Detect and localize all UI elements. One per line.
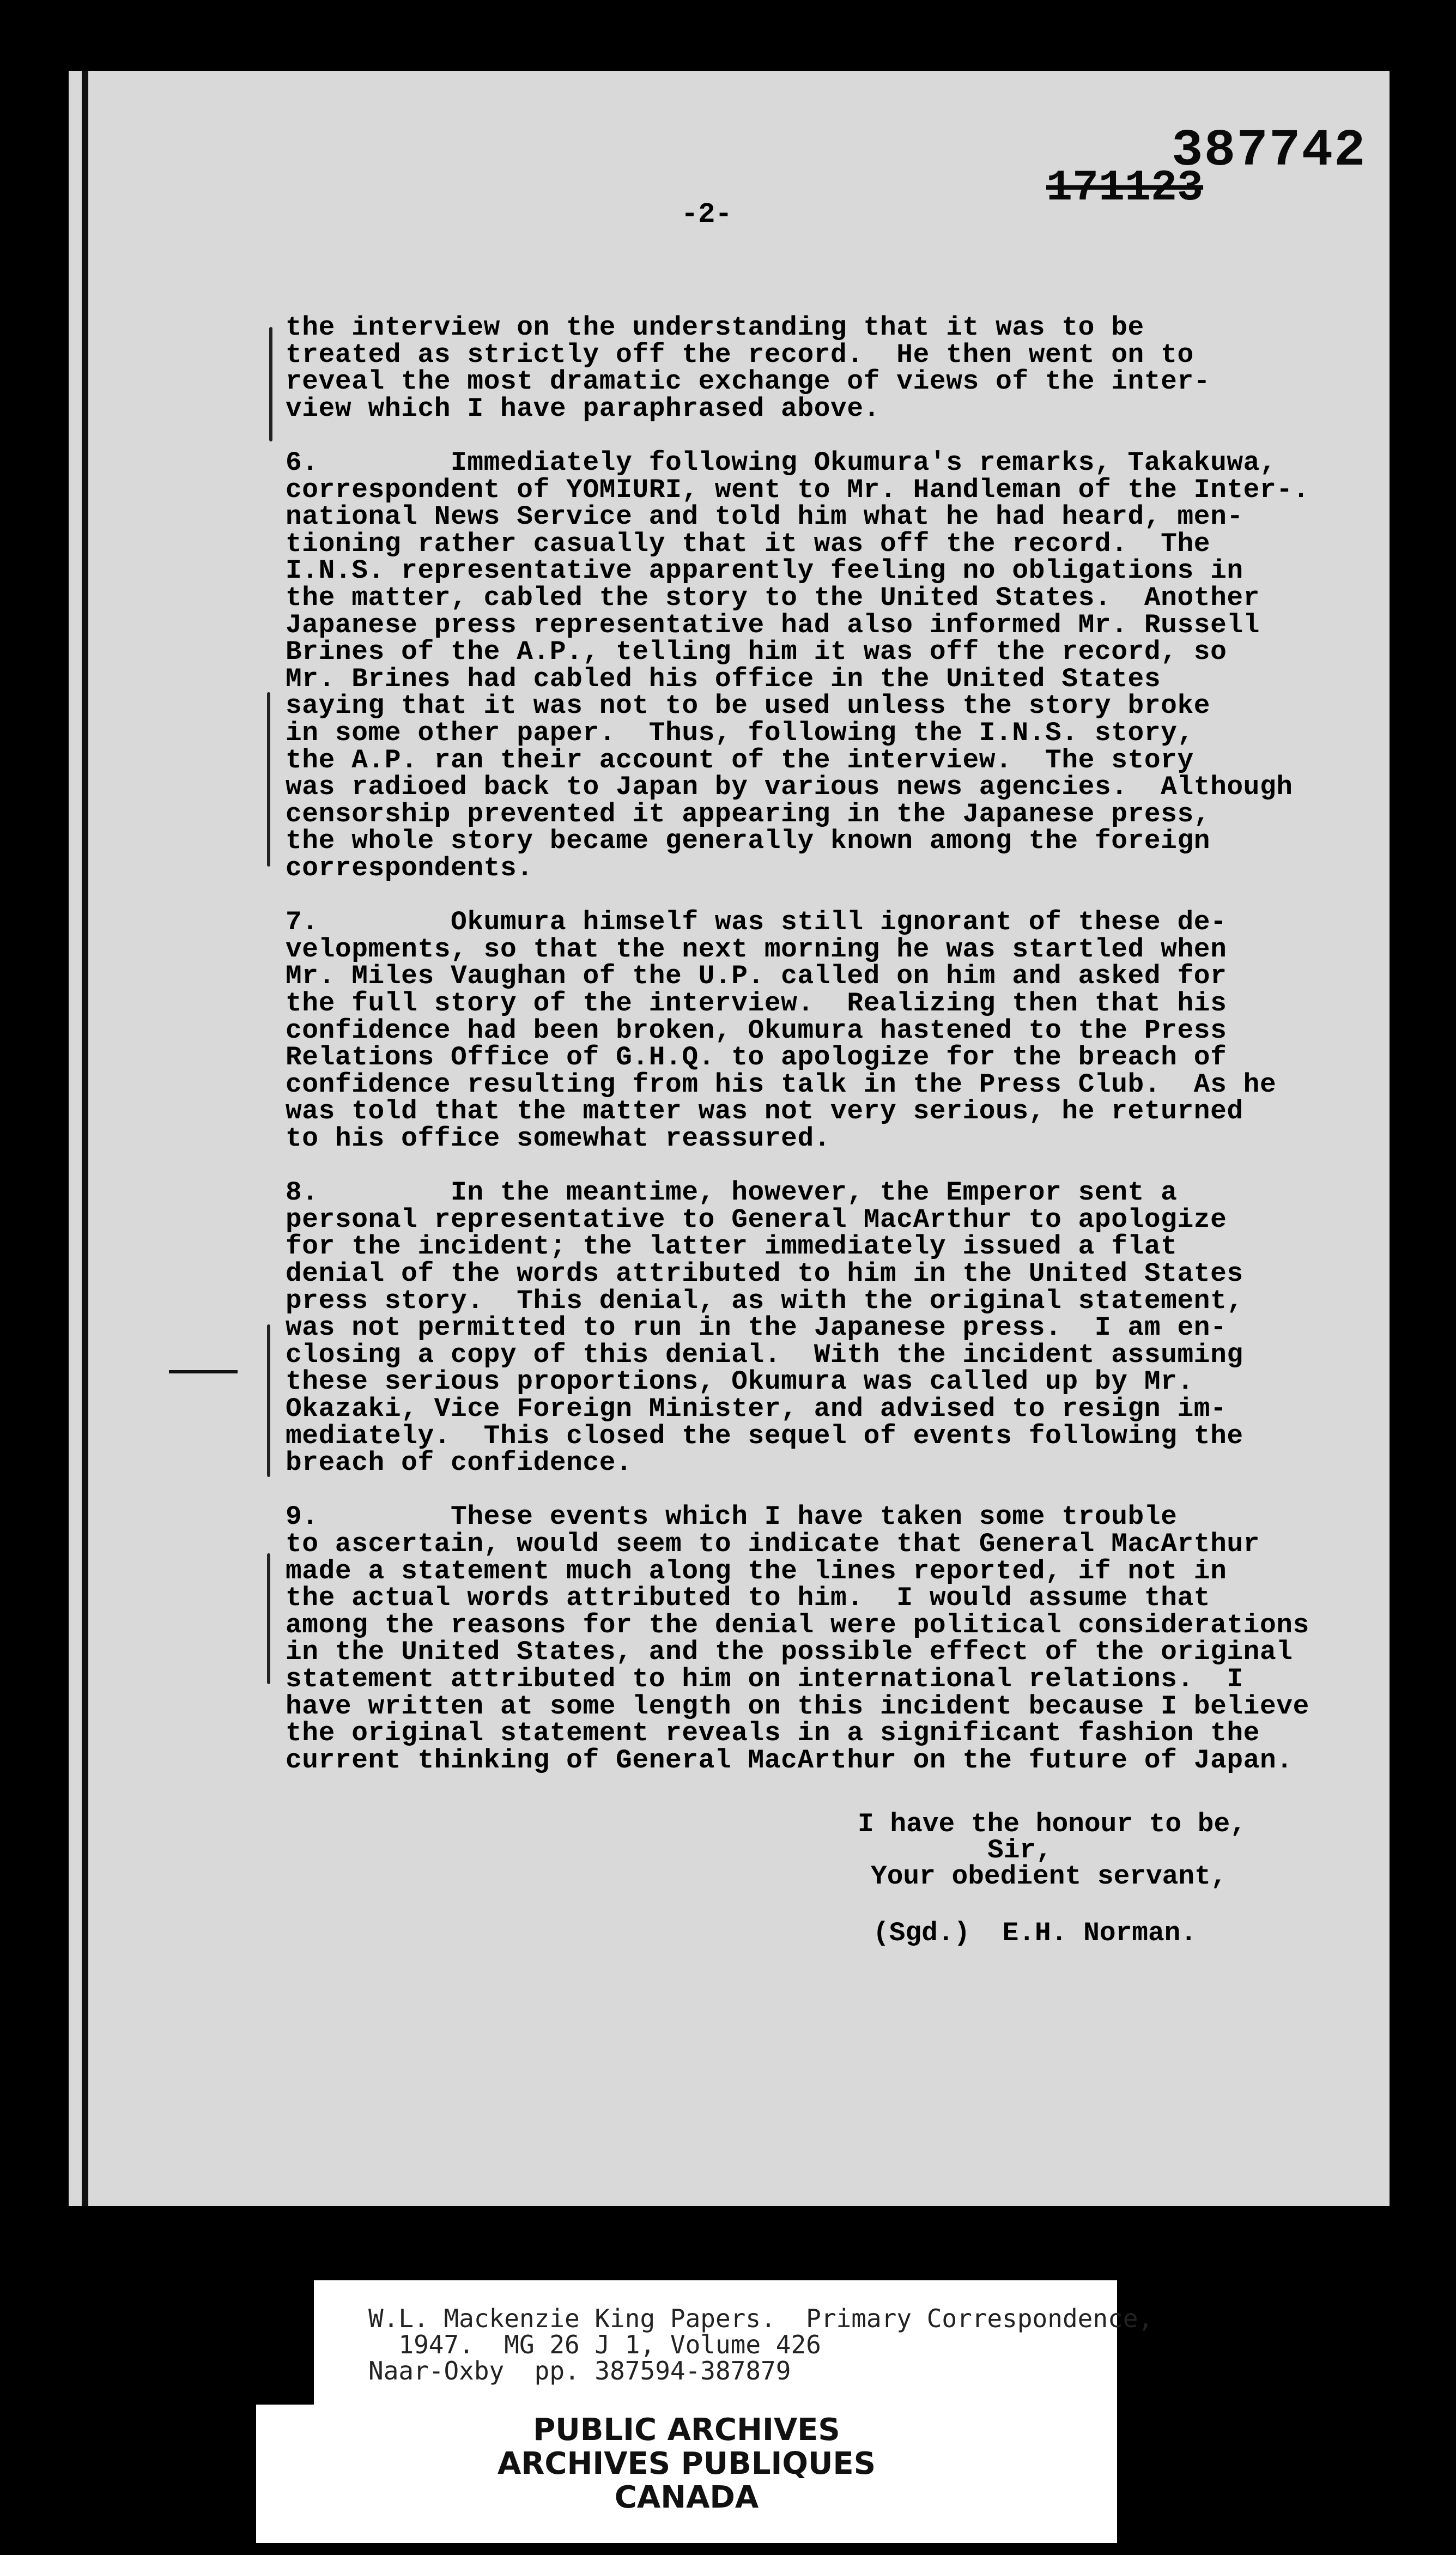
archive-label-line-1: W.L. Mackenzie King Papers. Primary Correspondence, <box>368 2304 1154 2333</box>
body-line: to his office somewhat reassured. <box>286 1123 831 1154</box>
body-line: the actual words attributed to him. I would assume that <box>286 1583 1211 1614</box>
public-archives-stamp <box>256 2405 1117 2543</box>
body-line: correspondents. <box>286 853 533 883</box>
body-line: Okazaki, Vice Foreign Minister, and advised to resign im- <box>286 1394 1227 1424</box>
body-line: statement attributed to him on international relations. I <box>286 1664 1243 1694</box>
page-number: -2- <box>681 198 732 231</box>
margin-dash-mark <box>169 1370 238 1373</box>
body-line: press story. This denial, as with the original statement, <box>286 1285 1243 1316</box>
body-line: Mr. Miles Vaughan of the U.P. called on him and asked for <box>286 961 1227 992</box>
signature: (Sgd.) E.H. Norman. <box>873 1918 1197 1948</box>
body-line: current thinking of General MacArthur on the future of Japan. <box>286 1745 1293 1776</box>
archive-reference-label <box>314 2280 1154 2408</box>
body-line: 6. Immediately following Okumura's remarks, Takakuwa, <box>286 447 1277 478</box>
body-line: among the reasons for the denial were political considerations <box>286 1609 1309 1640</box>
body-line: the interview on the understanding that it was to be <box>286 312 1144 343</box>
body-line: the full story of the interview. Realizing then that his <box>286 988 1227 1019</box>
body-line: in some other paper. Thus, following the I.N.S. story, <box>286 718 1194 748</box>
body-line: was radioed back to Japan by various news agencies. Although <box>286 772 1293 803</box>
body-line: to ascertain, would seem to indicate that General MacArthur <box>286 1529 1260 1559</box>
body-line: 9. These events which I have taken some trouble <box>286 1501 1178 1533</box>
body-line: confidence had been broken, Okumura hastened to the Press <box>286 1015 1227 1046</box>
body-line: the original statement reveals in a significant fashion the <box>286 1718 1260 1749</box>
body-line: made a statement much along the lines reported, if not in <box>286 1555 1227 1587</box>
body-line: tioning rather casually that it was off the record. The <box>286 528 1211 559</box>
body-line: national News Service and told him what he had heard, men- <box>286 501 1243 532</box>
body-line: reveal the most dramatic exchange of views of the inter- <box>286 366 1211 397</box>
body-line: was told that the matter was not very serious, he returned <box>286 1096 1243 1127</box>
body-line: Mr. Brines had cabled his office in the United States <box>286 663 1161 694</box>
body-line: was not permitted to run in the Japanese press. I am en- <box>286 1312 1227 1343</box>
body-line: closing a copy of this denial. With the incident assuming <box>286 1339 1243 1370</box>
body-line: velopments, so that the next morning he was startled when <box>286 934 1227 965</box>
body-line: 8. In the meantime, however, the Emperor sent a <box>286 1177 1178 1208</box>
body-line: the whole story became generally known among the foreign <box>286 826 1211 857</box>
body-line: for the incident; the latter immediately issued a flat <box>286 1231 1178 1262</box>
body-line: Relations Office of G.H.Q. to apologize for the breach of <box>286 1042 1227 1073</box>
body-line: mediately. This closed the sequel of events following the <box>286 1420 1243 1451</box>
old-number-struck: 171123 <box>1046 164 1204 213</box>
margin-bracket-3 <box>267 1324 270 1477</box>
body-line: censorship prevented it appearing in the Japanese press, <box>286 798 1211 830</box>
margin-bracket-2 <box>267 692 270 867</box>
body-line: view which I have paraphrased above. <box>286 393 880 424</box>
body-line: 7. Okumura himself was still ignorant of these de- <box>286 907 1227 938</box>
body-line: treated as strictly off the record. He then went on to <box>286 339 1194 370</box>
body-line: in the United States, and the possible effect of the original <box>286 1637 1293 1668</box>
body-line: these serious proportions, Okumura was called up by Mr. <box>286 1366 1194 1397</box>
body-line: the matter, cabled the story to the United States. Another <box>286 583 1260 613</box>
page-edge-shadow <box>82 71 88 2206</box>
body-line: Brines of the A.P., telling him it was off the record, so <box>286 637 1227 668</box>
closing-sir: Sir, <box>987 1835 1052 1866</box>
archive-label-line-3: Naar-Oxby pp. 387594-387879 <box>368 2356 791 2386</box>
body-line: breach of confidence. <box>286 1448 633 1479</box>
body-line: personal representative to General MacArthur to apologize <box>286 1204 1227 1235</box>
body-line: have written at some length on this incident because I believe <box>286 1691 1309 1722</box>
closing-honour: I have the honour to be, <box>858 1809 1246 1839</box>
margin-bracket-4 <box>267 1553 270 1684</box>
body-line: Japanese press representative had also informed Mr. Russell <box>286 609 1260 640</box>
archive-number: 387742 <box>1172 121 1367 180</box>
body-line: I.N.S. representative apparently feeling no obligations in <box>286 555 1243 586</box>
closing-servant: Your obedient servant, <box>871 1861 1227 1892</box>
archive-label-line-2: 1947. MG 26 J 1, Volume 426 <box>368 2330 821 2359</box>
stamp-line-3: CANADA <box>614 2480 759 2515</box>
body-line: the A.P. ran their account of the interview. The story <box>286 744 1194 776</box>
margin-bracket-1 <box>269 327 272 441</box>
body-line: correspondent of YOMIURI, went to Mr. Handleman of the Inter-. <box>286 474 1309 505</box>
body-line: denial of the words attributed to him in the United States <box>286 1258 1243 1289</box>
body-line: confidence resulting from his talk in the Press Club. As he <box>286 1069 1277 1100</box>
stamp-line-1: PUBLIC ARCHIVES <box>533 2412 840 2448</box>
body-line: saying that it was not to be used unless the story broke <box>286 691 1211 722</box>
stamp-line-2: ARCHIVES PUBLIQUES <box>497 2446 876 2481</box>
